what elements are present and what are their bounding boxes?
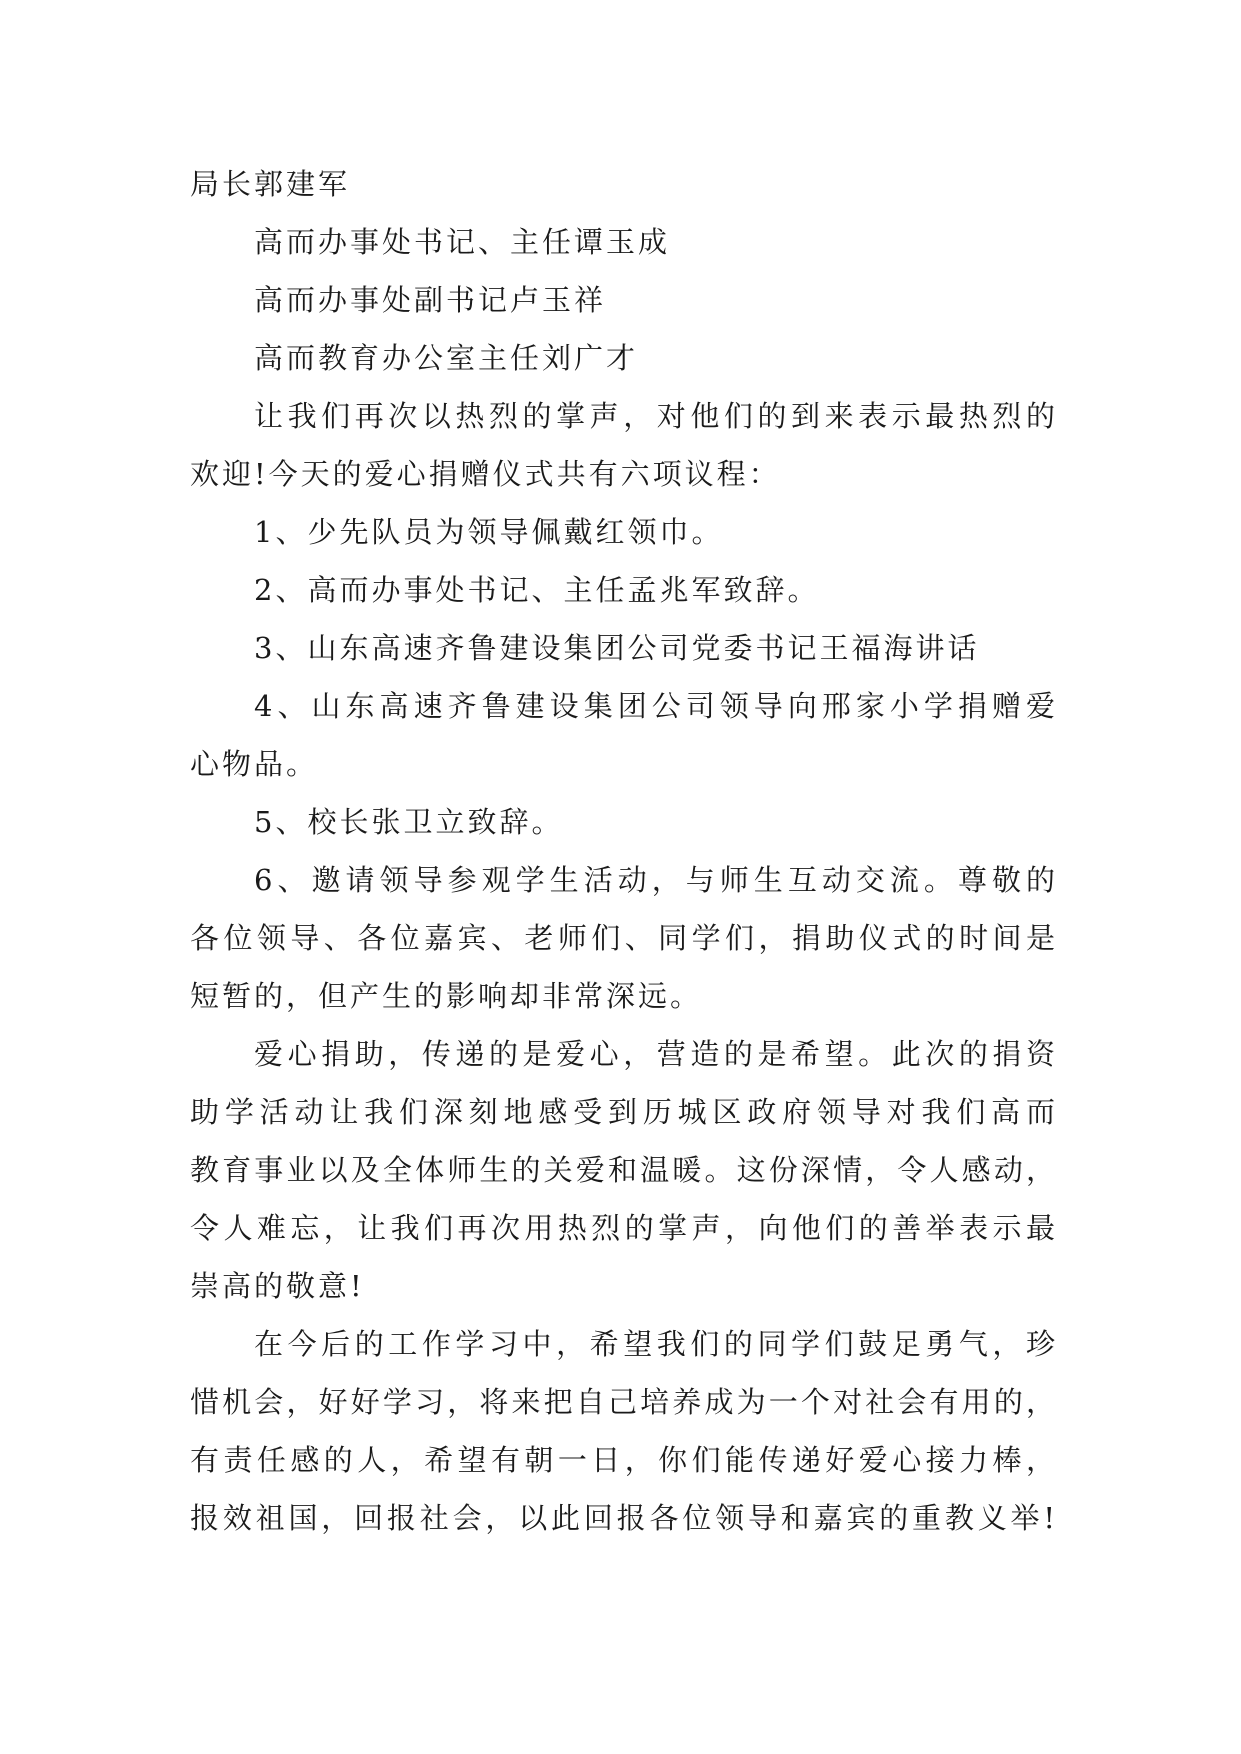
text-line: 爱心捐助，传递的是爱心，营造的是希望。此次的捐资: [254, 1037, 1058, 1071]
text-line: 惜机会，好好学习，将来把自己培养成为一个对社会有用的，: [190, 1385, 1058, 1419]
text-line: 报效祖国，回报社会，以此回报各位领导和嘉宾的重教义举!: [190, 1501, 1058, 1535]
list-item: 6、邀请领导参观学生活动，与师生互动交流。尊敬的: [254, 863, 1058, 897]
text-line: 各位领导、各位嘉宾、老师们、同学们，捐助仪式的时间是: [190, 921, 1058, 955]
text-line: 有责任感的人，希望有朝一日，你们能传递好爱心接力棒，: [190, 1443, 1058, 1477]
text-line: 心物品。: [190, 747, 319, 781]
list-item: 4、山东高速齐鲁建设集团公司领导向邢家小学捐赠爱: [254, 689, 1058, 723]
list-item: 1、少先队员为领导佩戴红领巾。: [254, 515, 724, 549]
text-line: 教育事业以及全体师生的关爱和温暖。这份深情，令人感动，: [190, 1153, 1058, 1187]
text-line: 高而办事处书记、主任谭玉成: [254, 225, 671, 259]
text-line: 崇高的敬意!: [190, 1269, 365, 1303]
list-item: 3、山东高速齐鲁建设集团公司党委书记王福海讲话: [254, 631, 980, 665]
text-line: 让我们再次以热烈的掌声，对他们的到来表示最热烈的: [254, 399, 1058, 433]
text-line: 欢迎!今天的爱心捐赠仪式共有六项议程：: [190, 457, 781, 491]
text-line: 局长郭建军: [190, 167, 351, 201]
text-line: 短暂的，但产生的影响却非常深远。: [190, 979, 703, 1013]
text-line: 高而教育办公室主任刘广才: [254, 341, 639, 375]
text-line: 高而办事处副书记卢玉祥: [254, 283, 607, 317]
list-item: 5、校长张卫立致辞。: [254, 805, 564, 839]
list-item: 2、高而办事处书记、主任孟兆军致辞。: [254, 573, 820, 607]
text-line: 令人难忘，让我们再次用热烈的掌声，向他们的善举表示最: [190, 1211, 1058, 1245]
text-line: 助学活动让我们深刻地感受到历城区政府领导对我们高而: [190, 1095, 1058, 1129]
text-line: 在今后的工作学习中，希望我们的同学们鼓足勇气，珍: [254, 1327, 1058, 1361]
document-page: [190, 155, 1058, 1547]
